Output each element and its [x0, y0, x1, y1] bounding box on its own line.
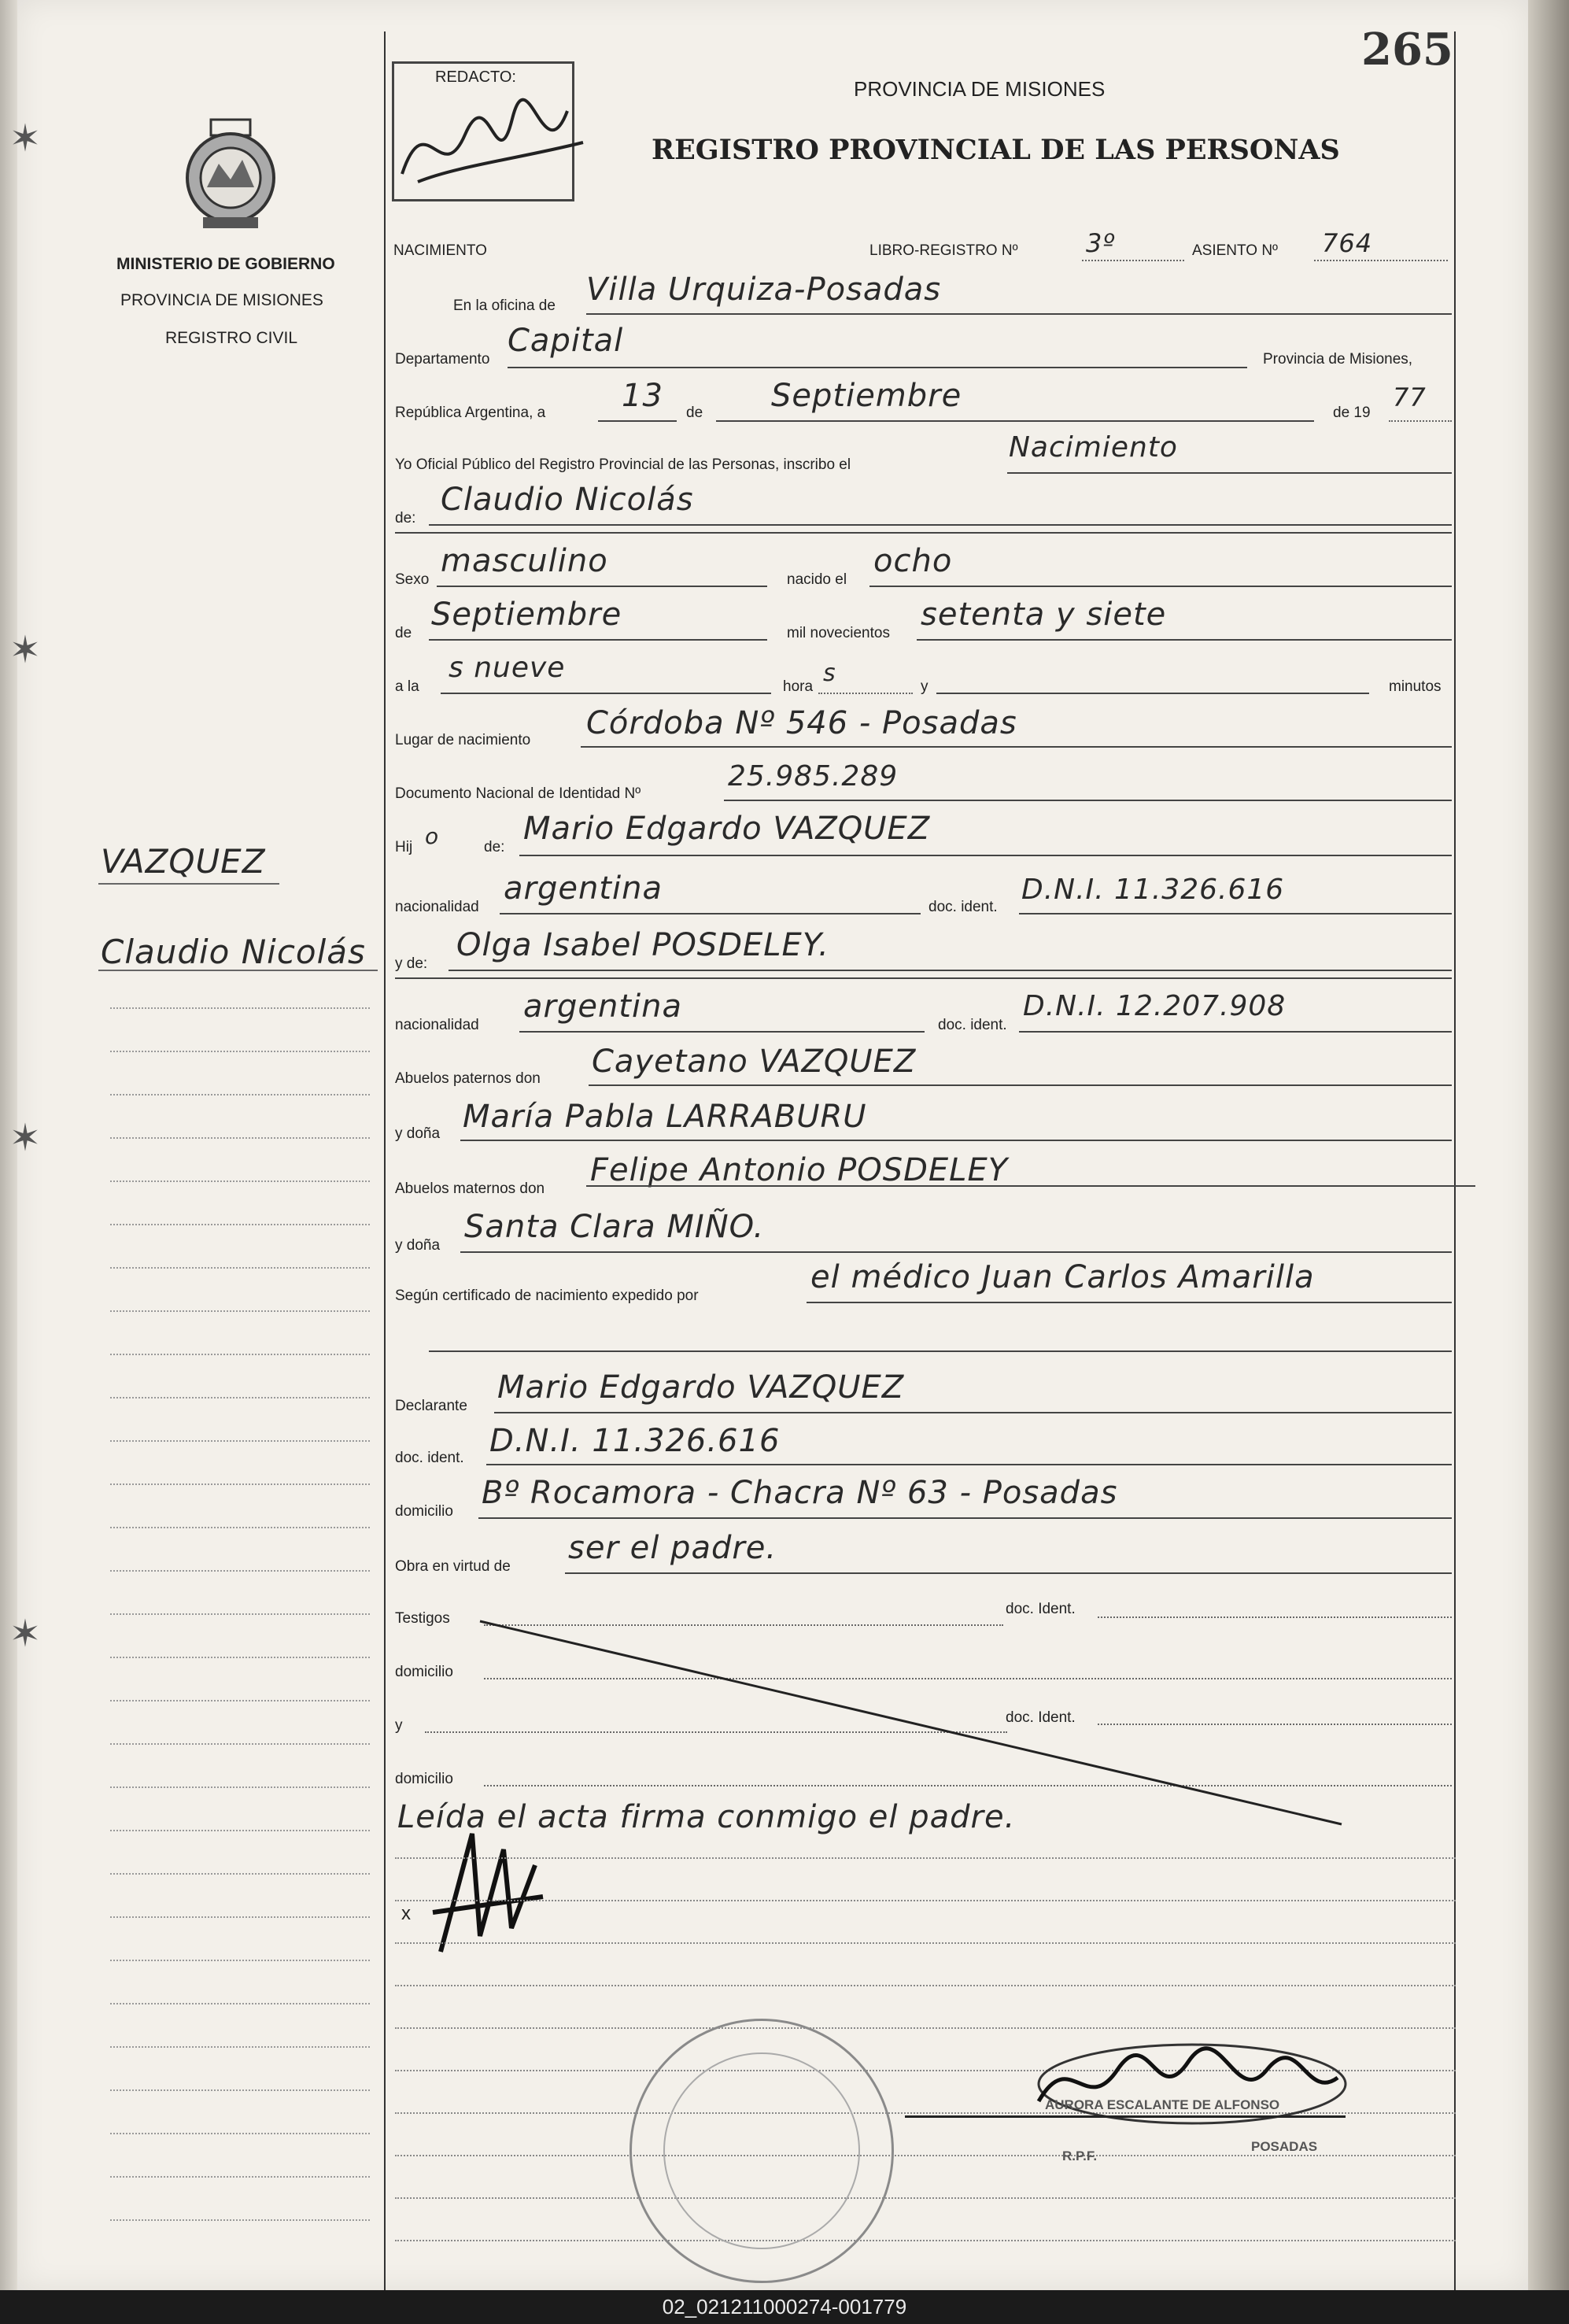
- domicilio3-label: domicilio: [395, 1771, 453, 1787]
- official-city: POSADAS: [1251, 2139, 1318, 2154]
- blank-rule: [395, 2027, 1456, 2029]
- image-id-caption: 02_021211000274-001779: [0, 2290, 1569, 2324]
- de3-label: de: [395, 625, 412, 641]
- oficial-value: Nacimiento: [1009, 431, 1178, 464]
- doc-madre-line: [1019, 1031, 1452, 1033]
- abuela-pat-line: [460, 1140, 1452, 1141]
- de-anio-label: de 19: [1333, 405, 1371, 421]
- mil-label: mil novecientos: [787, 625, 890, 641]
- dni-line: [724, 800, 1452, 801]
- nac-madre-value: argentina: [523, 988, 682, 1025]
- margin-rule: [110, 1873, 370, 1875]
- margin-given-underline: [98, 970, 378, 971]
- oficial-line: [1007, 472, 1452, 474]
- minutos-label: minutos: [1389, 678, 1442, 695]
- margin-rule: [110, 1397, 370, 1398]
- de-label: de: [686, 405, 703, 421]
- oficial-label: Yo Oficial Público del Registro Provincial de las Personas, inscribo el: [395, 456, 851, 473]
- alas-line: [441, 693, 771, 694]
- registry-seal-icon: [629, 2019, 894, 2283]
- asiento-label: ASIENTO Nº: [1192, 242, 1278, 259]
- declarante-value: Mario Edgardo VAZQUEZ: [497, 1369, 905, 1406]
- abuelo-pat-value: Cayetano VAZQUEZ: [592, 1044, 917, 1080]
- header-registry: REGISTRO PROVINCIAL DE LAS PERSONAS: [652, 134, 1340, 166]
- departamento-label: Departamento: [395, 351, 490, 368]
- y-de-label: y de:: [395, 955, 428, 972]
- redacto-label: REDACTO:: [432, 68, 519, 87]
- nacido-label: nacido el: [787, 571, 847, 588]
- staple-icon: ✶: [9, 116, 42, 161]
- abuelo-pat-line: [589, 1084, 1452, 1086]
- padre-line: [519, 855, 1452, 856]
- margin-surname: VAZQUEZ: [101, 842, 266, 881]
- abuela-pat-value: María Pabla LARRABURU: [463, 1099, 867, 1135]
- republica-label: República Argentina, a: [395, 405, 546, 421]
- alas-label: a la: [395, 678, 419, 695]
- dia-line: [598, 420, 677, 422]
- doc-padre-line: [1019, 913, 1452, 914]
- oficina-line: [586, 313, 1452, 315]
- nombre-line-2: [395, 532, 1452, 534]
- margin-rule: [110, 1483, 370, 1485]
- margin-rule: [110, 1051, 370, 1052]
- horas-value: s: [823, 660, 836, 687]
- y-dona-pat-label: y doña: [395, 1125, 441, 1142]
- staple-icon: ✶: [9, 1612, 42, 1656]
- domicilio2-label: domicilio: [395, 1664, 453, 1680]
- doc-decl-line: [486, 1464, 1452, 1465]
- y-dona-mat-label: y doña: [395, 1237, 441, 1254]
- obra-label: Obra en virtud de: [395, 1558, 511, 1575]
- doc-padre-value: D.N.I. 11.326.616: [1021, 874, 1285, 906]
- obra-line: [565, 1572, 1452, 1574]
- column-divider: [384, 31, 386, 2290]
- lugar-line: [581, 746, 1452, 748]
- margin-rule: [110, 1007, 370, 1009]
- margin-rule: [110, 2176, 370, 2178]
- margin-rule: [110, 1310, 370, 1312]
- abuelos-pat-label: Abuelos paternos don: [395, 1070, 541, 1087]
- margin-rule: [110, 2003, 370, 2004]
- official-rpf: R.P.F.: [1062, 2148, 1098, 2163]
- doc-madre-value: D.N.I. 12.207.908: [1023, 990, 1287, 1022]
- margin-rule: [110, 1527, 370, 1528]
- margin-rule: [110, 2089, 370, 2091]
- lugar-value: Córdoba Nº 546 - Posadas: [586, 705, 1017, 741]
- madre-line-2: [395, 977, 1452, 979]
- nac-padre-line: [500, 913, 921, 914]
- left-province-label: PROVINCIA DE MISIONES: [120, 291, 323, 309]
- margin-rule: [110, 1960, 370, 1961]
- blank-rule: [395, 2197, 1456, 2199]
- ministry-label: MINISTERIO DE GOBIERNO: [116, 255, 335, 273]
- margin-rule: [110, 1743, 370, 1745]
- margin-rule: [110, 1830, 370, 1831]
- oficina-value: Villa Urquiza-Posadas: [586, 272, 942, 308]
- de2-label: de:: [395, 510, 416, 527]
- margin-rule: [110, 1700, 370, 1701]
- staple-icon: ✶: [9, 1116, 42, 1160]
- blank-rule: [395, 1942, 1456, 1944]
- nombre-line: [429, 524, 1452, 526]
- margin-rule: [110, 1224, 370, 1225]
- madre-value: Olga Isabel POSDELEY.: [456, 927, 829, 963]
- oficina-label: En la oficina de: [453, 297, 556, 314]
- nac-madre-line: [519, 1031, 925, 1033]
- act-type-label: NACIMIENTO: [393, 242, 487, 259]
- segun-value: el médico Juan Carlos Amarilla: [810, 1259, 1315, 1295]
- margin-rule: [110, 2046, 370, 2048]
- doc-madre-label: doc. ident.: [938, 1017, 1007, 1033]
- nombre-value: Claudio Nicolás: [441, 482, 694, 518]
- margin-rule: [110, 1570, 370, 1572]
- nac-madre-label: nacionalidad: [395, 1017, 479, 1033]
- nac-padre-label: nacionalidad: [395, 899, 479, 915]
- mes-nac-value: Septiembre: [431, 597, 622, 633]
- segun-label: Según certificado de nacimiento expedido por: [395, 1288, 699, 1304]
- mes-nac-line: [429, 639, 767, 641]
- margin-surname-underline: [98, 883, 279, 885]
- leida-text: Leída el acta firma conmigo el padre.: [397, 1799, 1016, 1835]
- provincia-label: Provincia de Misiones,: [1263, 351, 1413, 368]
- mes-value: Septiembre: [771, 378, 962, 414]
- margin-rule: [110, 1613, 370, 1615]
- anio-line: [1389, 420, 1452, 422]
- header-province: PROVINCIA DE MISIONES: [854, 77, 1106, 101]
- nacido-value: ocho: [873, 543, 953, 579]
- libro-value: 3º: [1086, 228, 1116, 258]
- y2-label: y: [395, 1717, 403, 1734]
- margin-rule: [110, 1180, 370, 1182]
- nac-padre-value: argentina: [504, 870, 663, 907]
- doc-ident3-label: doc. Ident.: [1006, 1709, 1076, 1726]
- madre-line: [449, 970, 1452, 971]
- blank-rule: [395, 2155, 1456, 2156]
- mes-line: [716, 420, 1314, 422]
- blank-rule: [395, 2240, 1456, 2241]
- staple-icon: ✶: [9, 628, 42, 672]
- libro-line: [1082, 260, 1184, 261]
- hijo-label: Hij: [395, 839, 413, 855]
- segun-line: [807, 1302, 1452, 1303]
- lugar-label: Lugar de nacimiento: [395, 732, 531, 748]
- nacido-line: [869, 586, 1452, 587]
- hijo-de-label: de:: [484, 839, 505, 855]
- margin-rule: [110, 2133, 370, 2134]
- declarant-signature-icon: [425, 1818, 551, 1967]
- official-signature-icon: [1015, 2038, 1361, 2148]
- margin-given-name: Claudio Nicolás: [101, 933, 366, 971]
- padre-value: Mario Edgardo VAZQUEZ: [523, 811, 931, 847]
- anio-value: 77: [1393, 382, 1427, 412]
- civil-registry-label: REGISTRO CIVIL: [165, 329, 298, 347]
- horas-label: hora: [783, 678, 814, 695]
- domicilio-line: [478, 1517, 1452, 1519]
- doc-decl-label: doc. ident.: [395, 1450, 464, 1466]
- margin-rule: [110, 1916, 370, 1918]
- margin-rule: [110, 1657, 370, 1658]
- horas-line: [818, 693, 913, 694]
- alas-value: s nueve: [449, 652, 566, 684]
- libro-label: LIBRO-REGISTRO Nº: [869, 242, 1018, 259]
- blank-rule: [395, 1985, 1456, 1986]
- mil-value: setenta y siete: [921, 597, 1167, 633]
- sexo-label: Sexo: [395, 571, 430, 588]
- obra-value: ser el padre.: [568, 1530, 777, 1566]
- domicilio-value: Bº Rocamora - Chacra Nº 63 - Posadas: [482, 1475, 1118, 1511]
- sexo-line: [437, 586, 767, 587]
- redacto-stamp: [392, 61, 574, 201]
- margin-rule: [110, 2219, 370, 2221]
- asiento-value: 764: [1322, 228, 1373, 258]
- abuelos-mat-label: Abuelos maternos don: [395, 1180, 545, 1197]
- departamento-line: [508, 367, 1247, 368]
- minutos-line: [936, 693, 1369, 694]
- asiento-line: [1314, 260, 1448, 261]
- declarante-label: Declarante: [395, 1398, 467, 1414]
- margin-rule: [110, 1786, 370, 1788]
- x-mark: x: [401, 1903, 411, 1924]
- official-name: AURORA ESCALANTE DE ALFONSO: [1045, 2097, 1280, 2112]
- redacto-signature-icon: [394, 87, 599, 198]
- official-signature-line: [905, 2115, 1346, 2118]
- abuelo-mat-line: [586, 1185, 1475, 1187]
- abuela-mat-value: Santa Clara MIÑO.: [464, 1209, 765, 1245]
- margin-rule: [110, 1440, 370, 1442]
- abuelo-mat-value: Felipe Antonio POSDELEY: [590, 1152, 1009, 1188]
- domicilio-label: domicilio: [395, 1503, 453, 1520]
- blank-rule: [395, 1857, 1456, 1859]
- segun-line-2: [429, 1350, 1452, 1352]
- testigos-doc-label: doc. Ident.: [1006, 1601, 1076, 1617]
- right-border: [1454, 31, 1456, 2290]
- departamento-value: Capital: [508, 323, 624, 359]
- margin-rule: [110, 1094, 370, 1095]
- y-label: y: [921, 678, 928, 695]
- margin-rule: [110, 1354, 370, 1355]
- mil-line: [917, 639, 1452, 641]
- coat-of-arms-icon: [179, 116, 282, 235]
- blank-rule: [395, 1900, 1456, 1901]
- dni-value: 25.985.289: [728, 760, 899, 793]
- page-number: 265: [1361, 24, 1453, 76]
- abuela-mat-line: [460, 1251, 1452, 1253]
- doc-decl-value: D.N.I. 11.326.616: [489, 1423, 781, 1459]
- dia-value: 13: [622, 378, 663, 414]
- declarante-line: [494, 1412, 1452, 1413]
- hijo-suffix: o: [425, 823, 440, 849]
- testigos-label: Testigos: [395, 1610, 450, 1627]
- doc-padre-label: doc. ident.: [928, 899, 998, 915]
- page-edge: [1528, 0, 1569, 2290]
- sexo-value: masculino: [441, 543, 608, 579]
- dni-label: Documento Nacional de Identidad Nº: [395, 785, 641, 802]
- margin-rule: [110, 1137, 370, 1139]
- margin-rule: [110, 1267, 370, 1269]
